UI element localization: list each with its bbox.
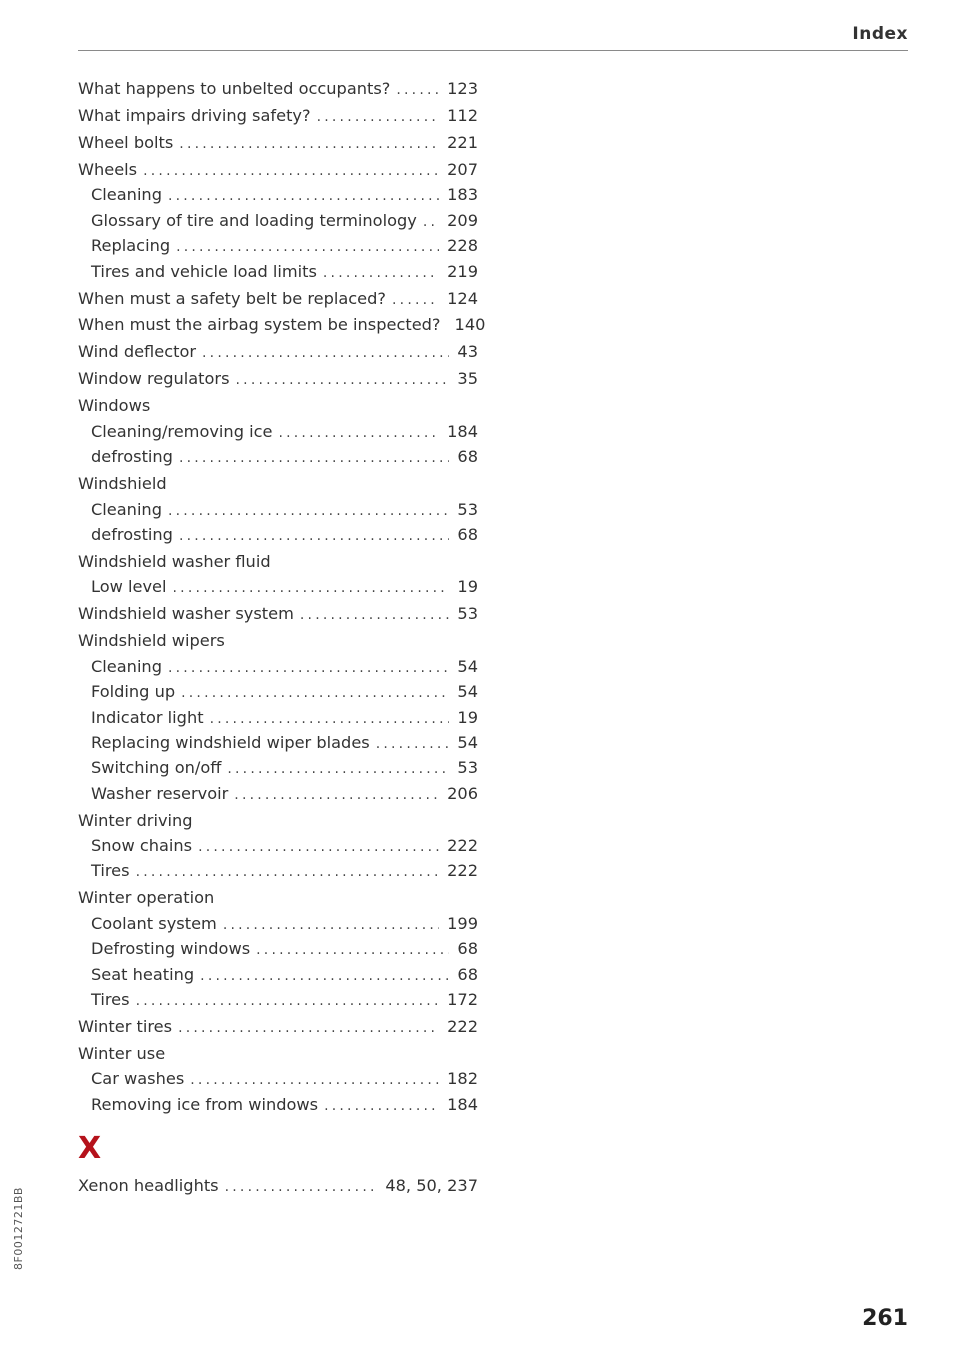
dot-leader xyxy=(396,78,439,103)
index-page-ref: 207 xyxy=(447,159,478,179)
index-entry xyxy=(78,497,478,522)
index-entry xyxy=(78,366,478,391)
index-page-ref: 48, 50, 237 xyxy=(385,1176,478,1196)
index-entry xyxy=(78,1014,478,1039)
dot-leader xyxy=(181,681,449,706)
index-entry xyxy=(78,312,486,337)
index-entry xyxy=(78,885,478,910)
index-entry xyxy=(78,286,478,311)
index-entry xyxy=(78,911,478,936)
index-page-ref: 184 xyxy=(447,421,478,441)
dot-leader xyxy=(136,989,440,1014)
index-page-ref: 219 xyxy=(447,261,478,281)
index-term: Windshield washer fluid xyxy=(78,551,271,571)
index-term: When must a safety belt be replaced? xyxy=(78,288,387,308)
index-term: Tires and vehicle load limits xyxy=(91,261,317,281)
index-page-ref: 172 xyxy=(447,989,478,1009)
index-entry xyxy=(78,574,478,599)
dot-leader xyxy=(200,964,449,989)
index-term: Windshield xyxy=(78,474,167,494)
dot-leader xyxy=(168,499,449,524)
document-code: 8F0012721BB xyxy=(12,1187,25,1270)
dot-leader xyxy=(176,235,439,260)
index-term: When must the airbag system be inspected? xyxy=(78,315,441,335)
index-page-ref: 19 xyxy=(457,707,478,727)
index-entry xyxy=(78,601,478,626)
index-page-ref: 35 xyxy=(457,369,478,389)
index-term: defrosting xyxy=(91,447,173,467)
index-entry xyxy=(78,628,478,653)
dot-leader xyxy=(256,938,449,963)
dot-leader xyxy=(392,288,439,313)
index-term: Cleaning xyxy=(91,656,162,676)
dot-leader xyxy=(179,132,439,157)
index-term: Wheel bolts xyxy=(78,132,174,152)
index-entry xyxy=(78,1173,478,1198)
index-page-ref: 53 xyxy=(457,758,478,778)
index-term: Glossary of tire and loading terminology xyxy=(91,210,417,230)
index-entry xyxy=(78,654,478,679)
index-page-ref: 68 xyxy=(457,939,478,959)
index-entry xyxy=(78,1092,478,1117)
index-page-ref: 183 xyxy=(447,185,478,205)
index-entry xyxy=(78,679,478,704)
index-entry xyxy=(78,730,478,755)
dot-leader xyxy=(227,757,449,782)
index-term: Winter operation xyxy=(78,888,215,908)
index-term: Seat heating xyxy=(91,964,195,984)
index-term: Replacing xyxy=(91,236,171,256)
index-entry xyxy=(78,705,478,730)
dot-leader xyxy=(143,159,439,184)
index-page-ref: 124 xyxy=(447,288,478,308)
index-entry xyxy=(78,208,478,233)
index-page-ref: 222 xyxy=(447,861,478,881)
dot-leader xyxy=(323,261,439,286)
index-entry xyxy=(78,936,478,961)
index-page-ref: 68 xyxy=(457,524,478,544)
dot-leader xyxy=(202,341,449,366)
index-entry xyxy=(78,962,478,987)
dot-leader xyxy=(324,1094,439,1119)
index-page-ref: 209 xyxy=(447,210,478,230)
dot-leader xyxy=(423,210,439,235)
index-entry xyxy=(78,233,478,258)
dot-leader xyxy=(190,1068,439,1093)
index-term: Windows xyxy=(78,396,151,416)
index-entry xyxy=(78,471,478,496)
index-entry xyxy=(78,522,478,547)
dot-leader xyxy=(210,707,450,732)
index-page-ref: 54 xyxy=(457,682,478,702)
dot-leader xyxy=(225,1175,378,1200)
index-page-ref: 221 xyxy=(447,132,478,152)
index-term: Xenon headlights xyxy=(78,1176,219,1196)
index-entry xyxy=(78,781,478,806)
index-term: defrosting xyxy=(91,524,173,544)
index-entry xyxy=(78,157,478,182)
dot-leader xyxy=(179,524,449,549)
index-entry xyxy=(78,444,478,469)
index-term: Washer reservoir xyxy=(91,783,229,803)
index-term: Removing ice from windows xyxy=(91,1094,319,1114)
section-letter-x: X xyxy=(78,1131,102,1167)
index-term: Tires xyxy=(91,861,130,881)
index-entry xyxy=(78,339,478,364)
index-page-ref: 54 xyxy=(457,732,478,752)
index-term: What impairs driving safety? xyxy=(78,105,311,125)
index-entry xyxy=(78,1041,478,1066)
index-page-ref: 68 xyxy=(457,964,478,984)
dot-leader xyxy=(234,783,439,808)
index-entry xyxy=(78,549,478,574)
index-term: Tires xyxy=(91,989,130,1009)
index-term: Switching on/off xyxy=(91,758,222,778)
index-term: Winter tires xyxy=(78,1016,173,1036)
index-entry xyxy=(78,259,478,284)
index-term: Defrosting windows xyxy=(91,939,251,959)
index-entry xyxy=(78,419,478,444)
dot-leader xyxy=(178,1016,439,1041)
index-term: Coolant system xyxy=(91,913,217,933)
index-page-ref: 206 xyxy=(447,783,478,803)
dot-leader xyxy=(168,656,449,681)
index-page-ref: 140 xyxy=(454,315,486,335)
dot-leader xyxy=(173,576,450,601)
index-term: Snow chains xyxy=(91,836,193,856)
dot-leader xyxy=(179,446,449,471)
index-page-ref: 19 xyxy=(457,577,478,597)
index-term: Indicator light xyxy=(91,707,204,727)
dot-leader xyxy=(136,860,440,885)
index-term: Wheels xyxy=(78,159,138,179)
index-entry xyxy=(78,858,478,883)
index-list xyxy=(78,76,486,1199)
index-entry xyxy=(78,393,478,418)
index-entry xyxy=(78,130,478,155)
header-rule xyxy=(78,50,908,51)
page-number: 261 xyxy=(862,1306,908,1331)
index-term: Replacing windshield wiper blades xyxy=(91,732,370,752)
index-term: Winter driving xyxy=(78,810,193,830)
index-term: Car washes xyxy=(91,1069,185,1089)
dot-leader xyxy=(223,913,439,938)
index-term: Cleaning xyxy=(91,499,162,519)
dot-leader xyxy=(168,184,439,209)
index-term: Wind deflector xyxy=(78,342,197,362)
index-page-ref: 228 xyxy=(447,236,478,256)
index-page-ref: 112 xyxy=(447,105,478,125)
index-term: Cleaning xyxy=(91,185,162,205)
dot-leader xyxy=(300,603,450,628)
index-page-ref: 54 xyxy=(457,656,478,676)
index-entries-x xyxy=(78,1173,478,1198)
index-entry xyxy=(78,76,478,101)
index-term: Cleaning/removing ice xyxy=(91,421,273,441)
index-page-ref: 222 xyxy=(447,1016,478,1036)
index-page-ref: 184 xyxy=(447,1094,478,1114)
dot-leader xyxy=(198,835,439,860)
index-page-ref: 182 xyxy=(447,1069,478,1089)
dot-leader xyxy=(278,421,439,446)
index-entry xyxy=(78,1066,478,1091)
index-term: Windshield washer system xyxy=(78,604,294,624)
index-entry xyxy=(78,987,478,1012)
page-title: Index xyxy=(852,24,908,44)
dot-leader xyxy=(376,732,450,757)
index-entry xyxy=(78,182,478,207)
index-term: Low level xyxy=(91,577,167,597)
index-term: Winter use xyxy=(78,1043,166,1063)
index-page-ref: 43 xyxy=(457,342,478,362)
index-entry xyxy=(78,833,478,858)
index-page-ref: 123 xyxy=(447,79,478,98)
index-entry xyxy=(78,755,478,780)
index-page-ref: 199 xyxy=(447,913,478,933)
index-term: What happens to unbelted occupants? xyxy=(78,79,391,98)
index-term: Windshield wipers xyxy=(78,631,225,651)
index-page-ref: 53 xyxy=(457,499,478,519)
index-term: Folding up xyxy=(91,682,176,702)
index-page-ref: 53 xyxy=(457,604,478,624)
dot-leader xyxy=(236,368,450,393)
index-entry xyxy=(78,808,478,833)
index-entry xyxy=(78,103,478,128)
dot-leader xyxy=(317,105,440,130)
index-term: Window regulators xyxy=(78,369,230,389)
index-page-ref: 68 xyxy=(457,447,478,467)
index-page-ref: 222 xyxy=(447,836,478,856)
index-entries-w xyxy=(78,76,486,1117)
